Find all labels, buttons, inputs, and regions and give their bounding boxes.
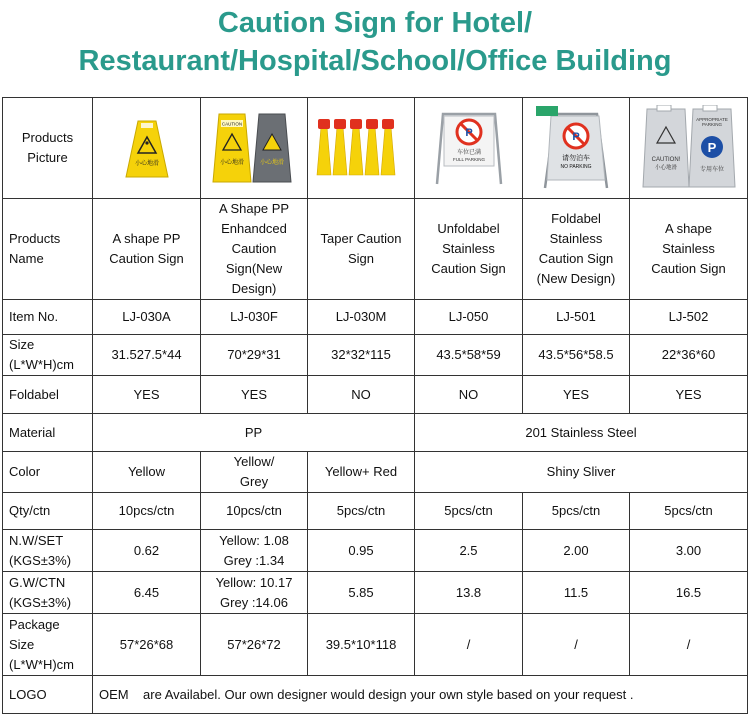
- product-name-6: A shape Stainless Caution Sign: [630, 199, 748, 300]
- nw-1: 0.62: [93, 530, 201, 572]
- label-item: Item No.: [3, 300, 93, 335]
- svg-text:CAUTION!: CAUTION!: [651, 157, 680, 163]
- stainless-a-shape-signs-icon: [639, 105, 739, 191]
- svg-text:FULL PARKING: FULL PARKING: [452, 157, 485, 162]
- svg-text:P: P: [572, 131, 580, 143]
- nw-4: 2.5: [415, 530, 523, 572]
- row-logo: [3, 676, 748, 714]
- item-no-1: LJ-030A: [93, 300, 201, 335]
- row-size: [3, 335, 748, 376]
- row-nw: [3, 530, 748, 572]
- label-foldable: Foldabel: [3, 376, 93, 414]
- label-qty: Qty/ctn: [3, 493, 93, 530]
- row-color: [3, 452, 748, 493]
- svg-text:小心地滑: 小心地滑: [259, 160, 285, 166]
- product-image-4: [415, 98, 523, 199]
- svg-text:APPROPRIATE: APPROPRIATE: [695, 117, 728, 122]
- size-6: 22*36*60: [630, 335, 748, 376]
- material-steel: 201 Stainless Steel: [415, 414, 748, 452]
- item-no-3: LJ-030M: [308, 300, 415, 335]
- page-title-line1: Caution Sign for Hotel/: [217, 7, 533, 39]
- gw-6: 16.5: [630, 572, 748, 614]
- size-2: 70*29*31: [201, 335, 308, 376]
- product-image-3: [308, 98, 415, 199]
- gw-1: 6.45: [93, 572, 201, 614]
- qty-1: 10pcs/ctn: [93, 493, 201, 530]
- svg-text:小心地滑: 小心地滑: [654, 165, 677, 171]
- nw-6: 3.00: [630, 530, 748, 572]
- row-name: [3, 199, 748, 300]
- logo-text: OEM are Availabel. Our own designer would design your own style based on your request .: [93, 676, 748, 714]
- product-image-6: [630, 98, 748, 199]
- label-nw: N.W/SET (KGS±3%): [3, 530, 93, 572]
- svg-text:PARKING: PARKING: [701, 122, 722, 127]
- item-no-6: LJ-502: [630, 300, 748, 335]
- package-3: 39.5*10*118: [308, 614, 415, 676]
- package-1: 57*26*68: [93, 614, 201, 676]
- taper-cone-signs-icon: [313, 113, 409, 183]
- sign-text: 小心地滑: [134, 161, 159, 167]
- item-no-4: LJ-050: [415, 300, 523, 335]
- foldable-4: NO: [415, 376, 523, 414]
- foldable-6: YES: [630, 376, 748, 414]
- label-picture: Products Picture: [3, 98, 93, 199]
- size-3: 32*32*115: [308, 335, 415, 376]
- spec-table: [2, 97, 748, 714]
- item-no-5: LJ-501: [523, 300, 630, 335]
- yellow-a-frame-sign-icon: [112, 113, 182, 183]
- svg-text:P: P: [464, 127, 473, 139]
- material-pp: PP: [93, 414, 415, 452]
- foldable-2: YES: [201, 376, 308, 414]
- row-picture: [3, 98, 748, 199]
- svg-text:请勿泊车: 请勿泊车: [562, 155, 590, 162]
- row-package: [3, 614, 748, 676]
- size-4: 43.5*58*59: [415, 335, 523, 376]
- svg-text:小心地滑: 小心地滑: [219, 160, 245, 166]
- gw-2: Yellow: 10.17 Grey :14.06: [201, 572, 308, 614]
- product-name-2: A Shape PP Enhandced Caution Sign(New Design): [201, 199, 308, 300]
- row-qty: [3, 493, 748, 530]
- size-5: 43.5*56*58.5: [523, 335, 630, 376]
- qty-4: 5pcs/ctn: [415, 493, 523, 530]
- label-material: Material: [3, 414, 93, 452]
- product-image-2: [201, 98, 308, 199]
- package-5: /: [523, 614, 630, 676]
- qty-5: 5pcs/ctn: [523, 493, 630, 530]
- package-4: /: [415, 614, 523, 676]
- color-steel: Shiny Sliver: [415, 452, 748, 493]
- foldable-3: NO: [308, 376, 415, 414]
- svg-text:NO PARKING: NO PARKING: [560, 164, 592, 170]
- page-title-line2: Restaurant/Hospital/School/Office Building: [78, 45, 672, 77]
- foldable-5: YES: [523, 376, 630, 414]
- package-2: 57*26*72: [201, 614, 308, 676]
- color-2: Yellow/ Grey: [201, 452, 308, 493]
- svg-text:车位已满: 车位已满: [456, 150, 481, 156]
- svg-text:CAUTION: CAUTION: [221, 121, 243, 127]
- yellow-grey-a-frame-signs-icon: [209, 108, 299, 188]
- foldable-1: YES: [93, 376, 201, 414]
- label-size: Size (L*W*H)cm: [3, 335, 93, 376]
- svg-text:P: P: [707, 140, 716, 155]
- nw-3: 0.95: [308, 530, 415, 572]
- label-color: Color: [3, 452, 93, 493]
- item-no-2: LJ-030F: [201, 300, 308, 335]
- product-name-4: Unfoldabel Stainless Caution Sign: [415, 199, 523, 300]
- qty-6: 5pcs/ctn: [630, 493, 748, 530]
- row-item: [3, 300, 748, 335]
- svg-text:专用车位: 专用车位: [699, 167, 724, 173]
- row-gw: [3, 572, 748, 614]
- gw-5: 11.5: [523, 572, 630, 614]
- nw-2: Yellow: 1.08 Grey :1.34: [201, 530, 308, 572]
- label-package: Package Size (L*W*H)cm: [3, 614, 93, 676]
- qty-3: 5pcs/ctn: [308, 493, 415, 530]
- product-name-5: Foldabel Stainless Caution Sign (New Design): [523, 199, 630, 300]
- gw-4: 13.8: [415, 572, 523, 614]
- qty-2: 10pcs/ctn: [201, 493, 308, 530]
- package-6: /: [630, 614, 748, 676]
- color-1: Yellow: [93, 452, 201, 493]
- row-foldable: [3, 376, 748, 414]
- label-logo: LOGO: [3, 676, 93, 714]
- nw-5: 2.00: [523, 530, 630, 572]
- product-name-3: Taper Caution Sign: [308, 199, 415, 300]
- no-parking-steel-sign-icon: [429, 108, 509, 188]
- label-gw: G.W/CTN (KGS±3%): [3, 572, 93, 614]
- row-material: [3, 414, 748, 452]
- size-1: 31.527.5*44: [93, 335, 201, 376]
- color-3: Yellow+ Red: [308, 452, 415, 493]
- label-name: Products Name: [3, 199, 93, 300]
- foldable-no-parking-sign-icon: [533, 104, 619, 192]
- product-name-1: A shape PP Caution Sign: [93, 199, 201, 300]
- product-image-1: [93, 98, 201, 199]
- gw-3: 5.85: [308, 572, 415, 614]
- product-image-5: [523, 98, 630, 199]
